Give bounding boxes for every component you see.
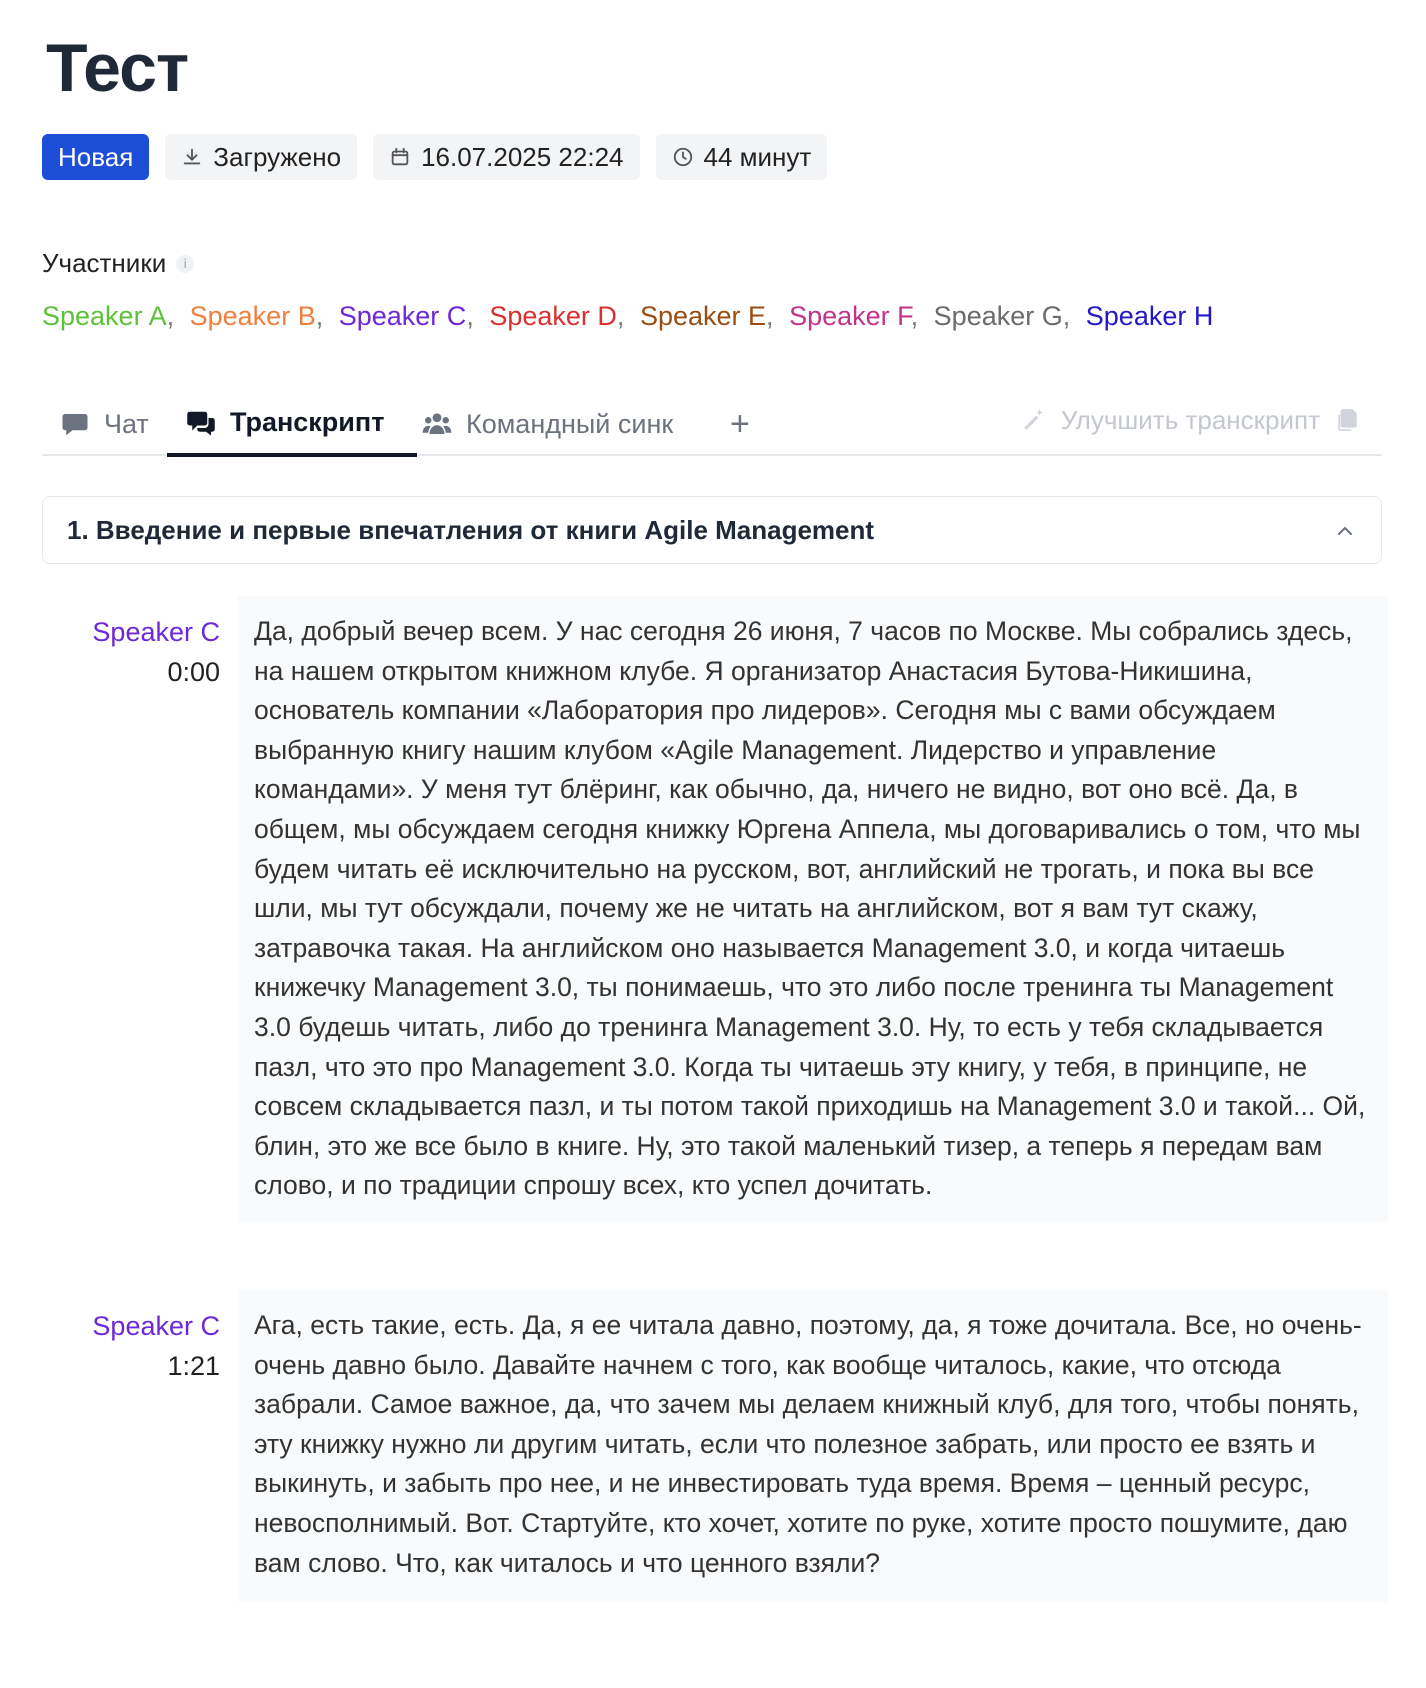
speaker-list <box>42 298 1213 334</box>
entry-meta <box>42 612 220 692</box>
tab-chat-label: Чат <box>104 408 149 439</box>
entry-timestamp[interactable]: 1:21 <box>167 1351 220 1381</box>
improve-transcript-button[interactable] <box>1021 392 1360 448</box>
separator: , <box>315 301 324 331</box>
participants-label: Участники <box>42 248 167 278</box>
speaker-b[interactable]: Speaker B <box>189 301 316 331</box>
download-icon <box>181 146 203 168</box>
info-icon[interactable]: i <box>176 255 194 273</box>
entry-speaker[interactable]: Speaker C <box>92 617 220 647</box>
comments-icon <box>186 408 216 438</box>
speaker-a[interactable]: Speaker A <box>42 301 167 331</box>
separator: , <box>166 301 175 331</box>
participants-heading <box>42 248 194 279</box>
separator: , <box>466 301 474 331</box>
speaker-c[interactable]: Speaker C <box>338 301 467 331</box>
improve-transcript-label: Улучшить транскрипт <box>1060 404 1320 435</box>
page-title: Тест <box>46 30 189 106</box>
separator: , <box>1062 301 1071 331</box>
tab-team-sync-label: Командный синк <box>466 408 674 439</box>
speaker-h[interactable]: Speaker H <box>1085 301 1214 331</box>
date-badge <box>373 134 639 180</box>
source-badge <box>165 134 357 180</box>
status-badge[interactable]: Новая <box>42 134 149 180</box>
chat-bubble-icon <box>60 409 90 439</box>
speaker-e[interactable]: Speaker E <box>639 301 767 331</box>
tab-chat[interactable] <box>60 392 149 456</box>
separator: , <box>616 301 625 331</box>
tab-bar <box>42 392 1382 456</box>
section-accordion-header[interactable] <box>42 496 1382 564</box>
tab-transcript[interactable] <box>167 392 417 457</box>
chevron-up-icon[interactable] <box>1333 519 1357 543</box>
entry-timestamp[interactable]: 0:00 <box>167 657 220 687</box>
meta-row <box>42 134 827 180</box>
entry-text: Ага, есть такие, есть. Да, я ее читала давно, поэтому, да, я тоже дочитала. Все, но очень-очень давно было. Давайте начнем с того, как вообще читалось, какие, что отсюда забрали. Самое важное, да, что зачем мы делаем книжный клуб, для того, чтобы понять, эту книжку нужно ли другим читать, если что полезное забрать, или просто ее взять и выкинуть, и забыть про нее, и не инвестировать туда время. Время – ценный ресурс, невосполнимый. Вот. Стартуйте, кто хочет, хотите по руке, хотите просто пошумите, даю вам слово. Что, как читалось и что ценного взяли? <box>238 1290 1388 1602</box>
entry-speaker[interactable]: Speaker C <box>92 1311 220 1341</box>
separator: , <box>766 301 774 331</box>
section-title: 1. Введение и первые впечатления от книги Agile Management <box>67 514 875 545</box>
speaker-f[interactable]: Speaker F <box>789 301 911 331</box>
duration-label: 44 минут <box>703 141 812 172</box>
duration-badge <box>656 134 828 180</box>
source-label: Загружено <box>213 141 342 172</box>
calendar-icon <box>389 146 411 168</box>
clock-icon <box>672 146 694 168</box>
add-tab-button[interactable]: + <box>730 404 750 443</box>
tab-team-sync[interactable] <box>422 392 673 456</box>
magic-wand-icon <box>1021 407 1047 433</box>
tab-transcript-label: Транскрипт <box>230 407 385 437</box>
speaker-g[interactable]: Speaker G <box>933 301 1063 331</box>
speaker-d[interactable]: Speaker D <box>489 301 617 331</box>
copy-icon[interactable] <box>1334 407 1360 433</box>
entry-meta <box>42 1306 220 1386</box>
separator: , <box>910 301 919 331</box>
entry-text: Да, добрый вечер всем. У нас сегодня 26 июня, 7 часов по Москве. Мы собрались здесь, на нашем открытом книжном клубе. Я организатор Анастасия Бутова-Никишина, основатель компании «Лаборатория про лидеров». Сегодня мы с вами обсуждаем выбранную книгу нашим клубом «Agile Management. Лидерство и управление командами». У меня тут блёринг, как обычно, да, ничего не видно, вот оно всё. Да, в общем, мы обсуждаем сегодня книжку Юргена Аппела, мы договаривались о том, что мы будем читать её исключительно на русском, вот, английский не трогать, и пока вы все шли, мы тут обсуждали, почему же не читать на английском, вот я вам тут скажу, затравочка такая. На английском оно называется Management 3.0, и когда читаешь книжечку Management 3.0, ты понимаешь, что это либо после тренинга ты Management 3.0 будешь читать, либо до тренинга Management 3.0. Ну, то есть у тебя складывается пазл, что это про Management 3.0. Когда ты читаешь эту книгу, у тебя, в принципе, не совсем складывается пазл, и ты потом такой приходишь на Management 3.0 и такой... Ой, блин, это же все было в книге. Ну, это такой маленький тизер, а теперь я передам вам слово, и по традиции спрошу всех, кто успел дочитать. <box>238 596 1388 1222</box>
users-icon <box>422 409 452 439</box>
date-label: 16.07.2025 22:24 <box>421 141 624 172</box>
